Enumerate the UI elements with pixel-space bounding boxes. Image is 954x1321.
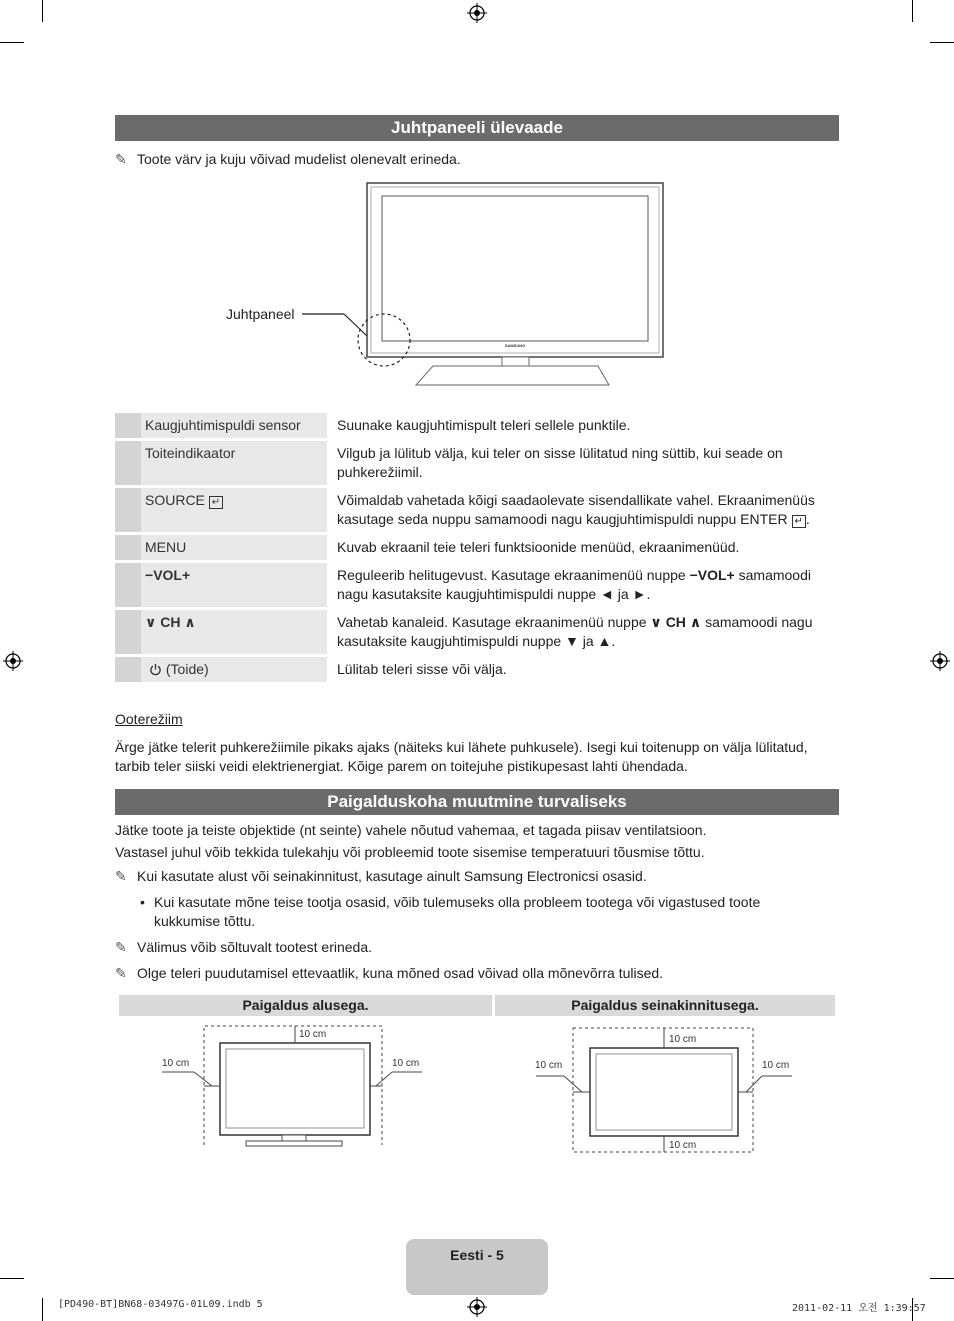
chevron-up-icon: ∧ [184, 614, 196, 630]
control-description: Võimaldab vahetada kõigi saadaolevate sisendallikate vahel. Ekraanimenüüs kasutage seda nuppu samamoodi nagu kaugjuhtimispuldi nuppu ENTER ↵ . [329, 488, 839, 532]
page-number-badge [406, 1239, 548, 1295]
registration-mark-icon [3, 651, 23, 671]
control-panel-label: Juhtpaneel [226, 306, 295, 322]
chevron-down-icon: ∨ [650, 614, 662, 630]
dimension-label: 10 cm [762, 1060, 790, 1071]
control-name: −VOL+ [141, 563, 327, 607]
pencil-icon: ✎ [115, 939, 127, 955]
section-title-installation: Paigalduskoha muutmine turvaliseks [115, 789, 839, 815]
table-row [115, 610, 839, 654]
table-row [115, 441, 839, 485]
dimension-label: 10 cm [669, 1034, 697, 1045]
table-row [115, 563, 839, 607]
chevron-down-icon: ∨ [145, 614, 157, 630]
enter-icon: ↵ [209, 496, 223, 509]
control-name: (Toide) [141, 657, 327, 682]
control-name: ∨ CH ∧ [141, 610, 327, 654]
minus-icon: − [145, 567, 154, 583]
note: ✎ Välimus võib sõltuvalt tootest erineda. [115, 939, 373, 955]
table-row [115, 413, 839, 438]
standby-heading: Ooterežiim [115, 711, 183, 727]
dimension-label: 10 cm [162, 1058, 190, 1069]
controls-table [115, 410, 839, 685]
crop-mark [42, 1298, 43, 1321]
control-description: Vahetab kanaleid. Kasutage ekraanimenüü nuppe ∨ CH ∧ samamoodi nagu kasutaksite kaugjuhtimispuldi nuppe ▼ ja ▲. [329, 610, 839, 654]
crop-mark [930, 42, 954, 43]
standby-text: Ärge jätke telerit puhkerežiimile pikaks ajaks (näiteks kui lähete puhkusele). Isegi kui toitenupp on välja lülitatud, tarbib teler siiski veidi elektrienergiat. Kõige parem on toitejuhe pistikupesast lahti ühendada. [115, 739, 808, 774]
list-item: • Kui kasutate mõne teise tootja osasid, võib tulemuseks olla probleem tootega või vigastused toote kukkumise tõttu. [140, 894, 761, 929]
pencil-icon: ✎ [115, 868, 127, 884]
brand-logo: SAMSUNG [504, 343, 526, 348]
plus-icon: + [726, 567, 735, 583]
control-description: Reguleerib helitugevust. Kasutage ekraanimenüü nuppe −VOL+ samamoodi nagu kasutaksite kaugjuhtimispuldi nuppe ◄ ja ►. [329, 563, 839, 607]
control-name: Kaugjuhtimispuldi sensor [141, 413, 327, 438]
crop-mark [0, 42, 24, 43]
wall-installation-diagram [530, 1022, 800, 1158]
chevron-up-icon: ∧ [689, 614, 702, 630]
crop-mark [912, 0, 913, 22]
control-description: Lülitab teleri sisse või välja. [329, 657, 839, 682]
control-description: Kuvab ekraanil teie teleri funktsioonide menüüd, ekraanimenüüd. [329, 535, 839, 560]
power-icon [149, 663, 162, 676]
table-row [115, 657, 839, 682]
control-name: Toiteindikaator [141, 441, 327, 485]
registration-mark-icon [930, 651, 950, 671]
table-row [115, 488, 839, 532]
control-name: SOURCE ↵ [141, 488, 327, 532]
page-number: Eesti - 5 [450, 1247, 504, 1263]
minus-icon: − [689, 567, 698, 583]
paragraph: Jätke toote ja teiste objektide (nt seinte) vahele nõutud vahemaa, et tagada piisav ventilatsioon. [115, 822, 707, 838]
dimension-label: 10 cm [392, 1058, 420, 1069]
stand-install-header: Paigaldus alusega. [119, 995, 492, 1016]
pencil-icon: ✎ [115, 151, 127, 167]
note: ✎ Toote värv ja kuju võivad mudelist olenevalt erineda. [115, 151, 461, 167]
paragraph: Vastasel juhul võib tekkida tulekahju või probleemid toote sisemise temperatuuri tõusmise tõttu. [115, 844, 705, 860]
dimension-label: 10 cm [669, 1140, 697, 1151]
crop-mark [0, 1278, 24, 1279]
print-file-info: [PD490-BT]BN68-03497G-01L09.indb 5 [58, 1299, 263, 1310]
dimension-label: 10 cm [535, 1060, 563, 1071]
plus-icon: + [181, 567, 191, 583]
registration-mark-icon [467, 3, 487, 23]
registration-mark-icon [467, 1297, 487, 1317]
stand-installation-diagram [150, 1020, 440, 1150]
control-description: Vilgub ja lülitub välja, kui teler on sisse lülitatud ning süttib, kui seade on puhkerežiimil. [329, 441, 839, 485]
crop-mark [930, 1278, 954, 1279]
enter-icon: ↵ [792, 515, 806, 528]
section-title-control-panel: Juhtpaneeli ülevaade [115, 115, 839, 141]
note: ✎ Olge teleri puudutamisel ettevaatlik, kuna mõned osad võivad olla mõnevõrra tulised. [115, 965, 664, 981]
print-date-info: 2011-02-11 오전 1:39:57 [792, 1303, 926, 1314]
bullet-icon: • [140, 894, 145, 910]
control-name: MENU [141, 535, 327, 560]
crop-mark [42, 0, 43, 22]
dimension-label: 10 cm [299, 1029, 327, 1040]
control-description: Suunake kaugjuhtimispult teleri sellele punktile. [329, 413, 839, 438]
tv-front-diagram [220, 178, 680, 393]
table-row [115, 535, 839, 560]
pencil-icon: ✎ [115, 965, 127, 981]
note: ✎ Kui kasutate alust või seinakinnitust, kasutage ainult Samsung Electronicsi osasid. [115, 868, 647, 884]
wall-install-header: Paigaldus seinakinnitusega. [495, 995, 835, 1016]
